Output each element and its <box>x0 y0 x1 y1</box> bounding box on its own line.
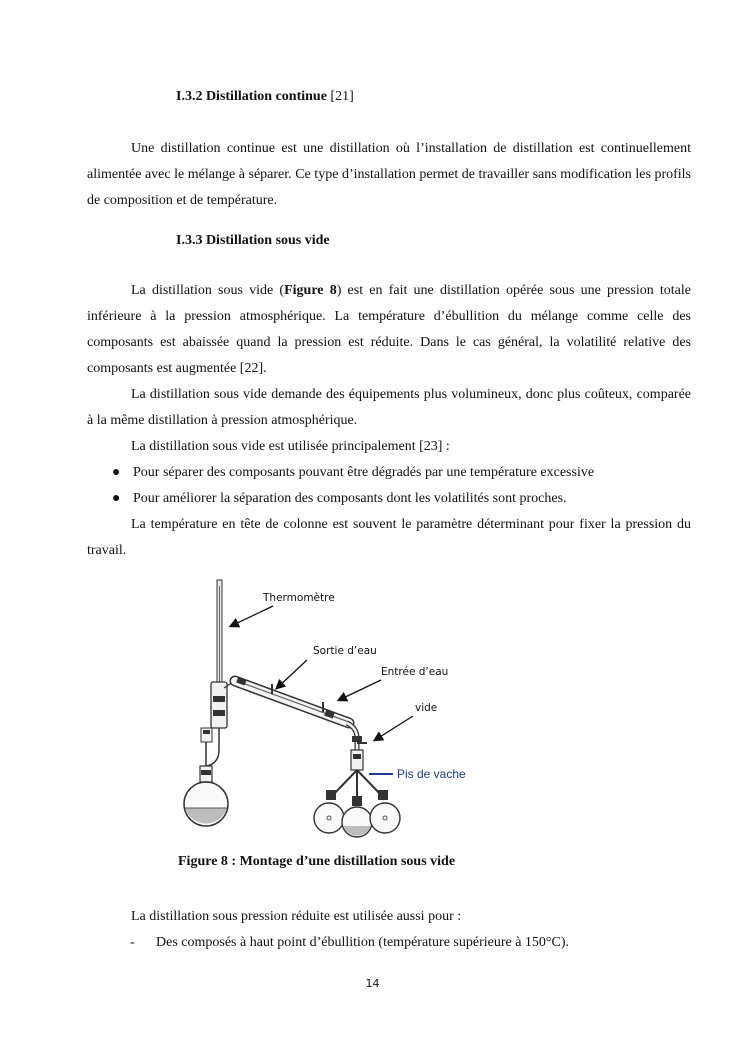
dash-text: Des composés à haut point d’ébullition (température supérieure à 150°C). <box>156 935 570 950</box>
text-segment: La distillation sous vide ( <box>131 283 285 298</box>
bullet-text: Pour améliorer la séparation des composants dont les volatilités sont proches. <box>133 491 567 506</box>
label-thermometre: Thermomètre <box>263 592 335 604</box>
arrow-entree-eau <box>339 680 381 700</box>
figure-caption: Figure 8 : Montage d’une distillation sous vide <box>178 854 456 869</box>
label-vide: vide <box>415 702 438 714</box>
bullet-icon: ● <box>112 491 121 506</box>
paragraph-sous-vide-definition <box>87 278 691 382</box>
bullet-text: Pour séparer des composants pouvant être dégradés par une température excessive <box>133 465 595 480</box>
label-pis-de-vache: Pis de vache <box>397 767 466 781</box>
heading-text: I.3.2 Distillation continue <box>176 89 327 104</box>
condenser-icon <box>235 677 349 723</box>
boiling-flask-icon <box>184 766 228 826</box>
section-heading-distillation-sous-vide: I.3.3 Distillation sous vide <box>176 233 330 248</box>
bullet-icon: ● <box>112 465 121 480</box>
paragraph-usage-intro: La distillation sous vide est utilisée principalement [23] : <box>131 439 450 454</box>
arrow-thermometre <box>231 606 273 626</box>
paragraph-equipment: La distillation sous vide demande des équipements plus volumineux, donc plus coûteux, comparée à la même distillation à pression atmosphérique. <box>87 387 691 428</box>
arrow-vide <box>375 716 413 740</box>
paragraph-distillation-continue: Une distillation continue est une distillation où l’installation de distillation est continuellement alimentée avec le mélange à séparer. Ce type d’installation permet de travailler sans modification les profils de composition et de température. <box>87 141 691 208</box>
page-number: 14 <box>365 977 380 990</box>
dash-item <box>130 930 570 956</box>
dash-marker: - <box>130 935 135 950</box>
adapter-icon <box>347 723 367 770</box>
paragraph-column-temperature: La température en tête de colonne est souvent le paramètre déterminant pour fixer la pression du travail. <box>87 517 691 558</box>
text-segment: ) est en fait une distillation opérée sous une pression totale inférieure à la pression atmosphérique. La température d’ébullition du mélange comme celle des composants est abaissée quand la pression est réduite. Dans le cas général, la volatilité relative des composants est augmentée [22]. <box>87 283 692 376</box>
distillation-apparatus-figure <box>177 578 480 844</box>
paragraph-reduced-pressure: La distillation sous pression réduite est utilisée aussi pour : <box>131 909 462 924</box>
distillation-column-icon <box>201 678 239 770</box>
heading-reference: [21] <box>330 89 354 104</box>
label-entree-eau: Entrée d’eau <box>381 666 449 678</box>
section-heading-distillation-continue <box>176 89 354 105</box>
cow-receiver-icon <box>314 770 400 837</box>
figure-reference: Figure 8 <box>284 283 337 298</box>
arrow-sortie-eau <box>277 660 307 688</box>
label-sortie-eau: Sortie d’eau <box>313 645 377 657</box>
